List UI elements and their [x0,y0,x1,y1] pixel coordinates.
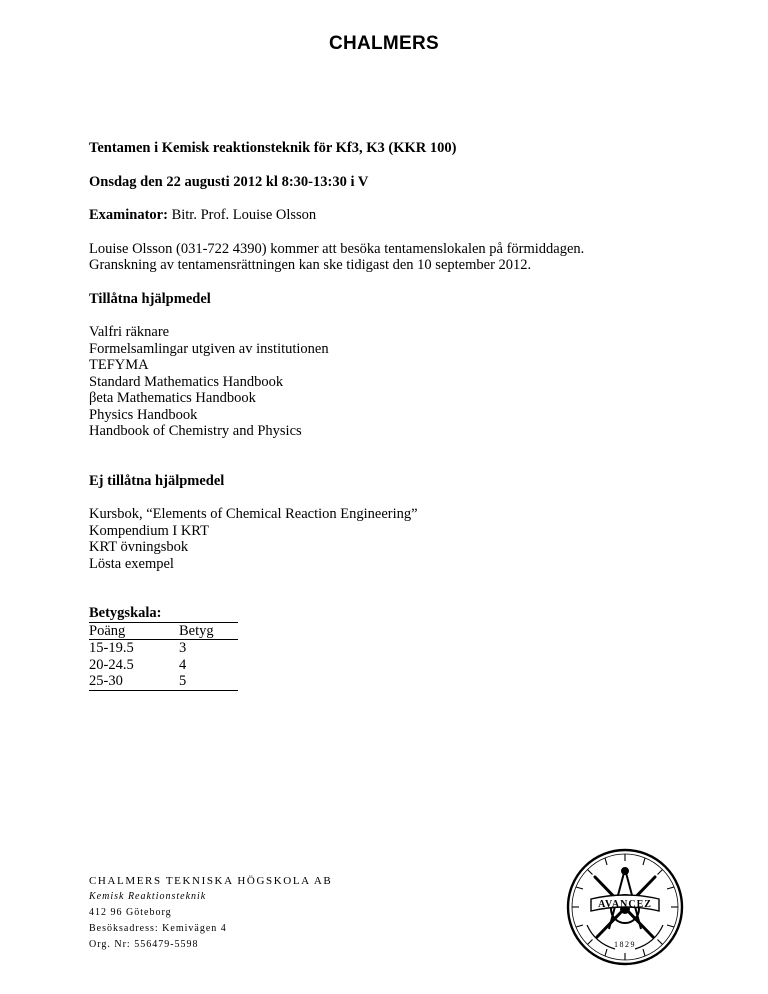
points-cell: 15-19.5 [89,640,134,656]
points-cell: 25-30 [89,673,179,690]
footer-visit-address: Besöksadress: Kemivägen 4 [89,923,227,934]
grading-heading: Betygskala: [89,605,162,621]
list-item: Physics Handbook [89,406,198,423]
seal-year: 1829 [614,940,636,949]
footer-postal: 412 96 Göteborg [89,907,172,918]
chalmers-logo: CHALMERS [328,33,440,54]
exam-document-body [89,140,709,691]
points-cell: 20-24.5 [89,656,134,673]
list-item: Valfri räknare [89,324,170,340]
footer-org-number: Org. Nr: 556479-5598 [89,939,199,950]
col-points-header: Poäng [89,622,179,640]
examiner-label: Examinator: [89,207,168,223]
exam-title: Tentamen i Kemisk reaktionsteknik för Kf3, K3 (KKR 100) [89,140,457,156]
col-grade-header: Betyg [179,622,238,640]
list-item: KRT övningsbok [89,539,189,555]
table-row [89,673,238,690]
review-info: Granskning av tentamensrättningen kan ske tidigast den 10 september 2012. [89,257,532,273]
list-item: Handbook of Chemistry and Physics [89,423,302,439]
allowed-aids-list [89,324,709,440]
not-allowed-aids-list [89,506,709,572]
grade-cell: 3 [179,640,187,656]
grade-cell: 4 [179,656,187,673]
list-item: Formelsamlingar utgiven av institutionen [89,340,329,357]
table-header-row [89,622,238,640]
footer-address-block [89,873,332,953]
footer-department: Kemisk Reaktionsteknik [89,891,207,902]
seal-motto: AVANCEZ [598,899,652,910]
examiner-line [89,207,709,224]
exam-date: Onsdag den 22 augusti 2012 kl 8:30-13:30 i V [89,173,369,190]
list-item: Kompendium I KRT [89,522,209,539]
table-row [89,640,238,657]
list-item: Standard Mathematics Handbook [89,373,284,390]
table-row [89,657,238,674]
footer-org-name: CHALMERS TEKNISKA HÖGSKOLA AB [89,875,333,887]
visit-info: Louise Olsson (031-722 4390) kommer att besöka tentamenslokalen på förmiddagen. [89,240,585,257]
list-item: Lösta exempel [89,555,174,572]
examiner-name: Bitr. Prof. Louise Olsson [167,207,317,223]
list-item: βeta Mathematics Handbook [89,390,256,406]
not-allowed-aids-heading: Ej tillåtna hjälpmedel [89,472,225,489]
grade-cell: 5 [179,673,238,690]
list-item: Kursbok, “Elements of Chemical Reaction Engineering” [89,506,418,522]
chalmers-seal-icon [565,847,685,967]
list-item: TEFYMA [89,357,149,373]
grading-table [89,622,238,691]
allowed-aids-heading: Tillåtna hjälpmedel [89,290,211,307]
